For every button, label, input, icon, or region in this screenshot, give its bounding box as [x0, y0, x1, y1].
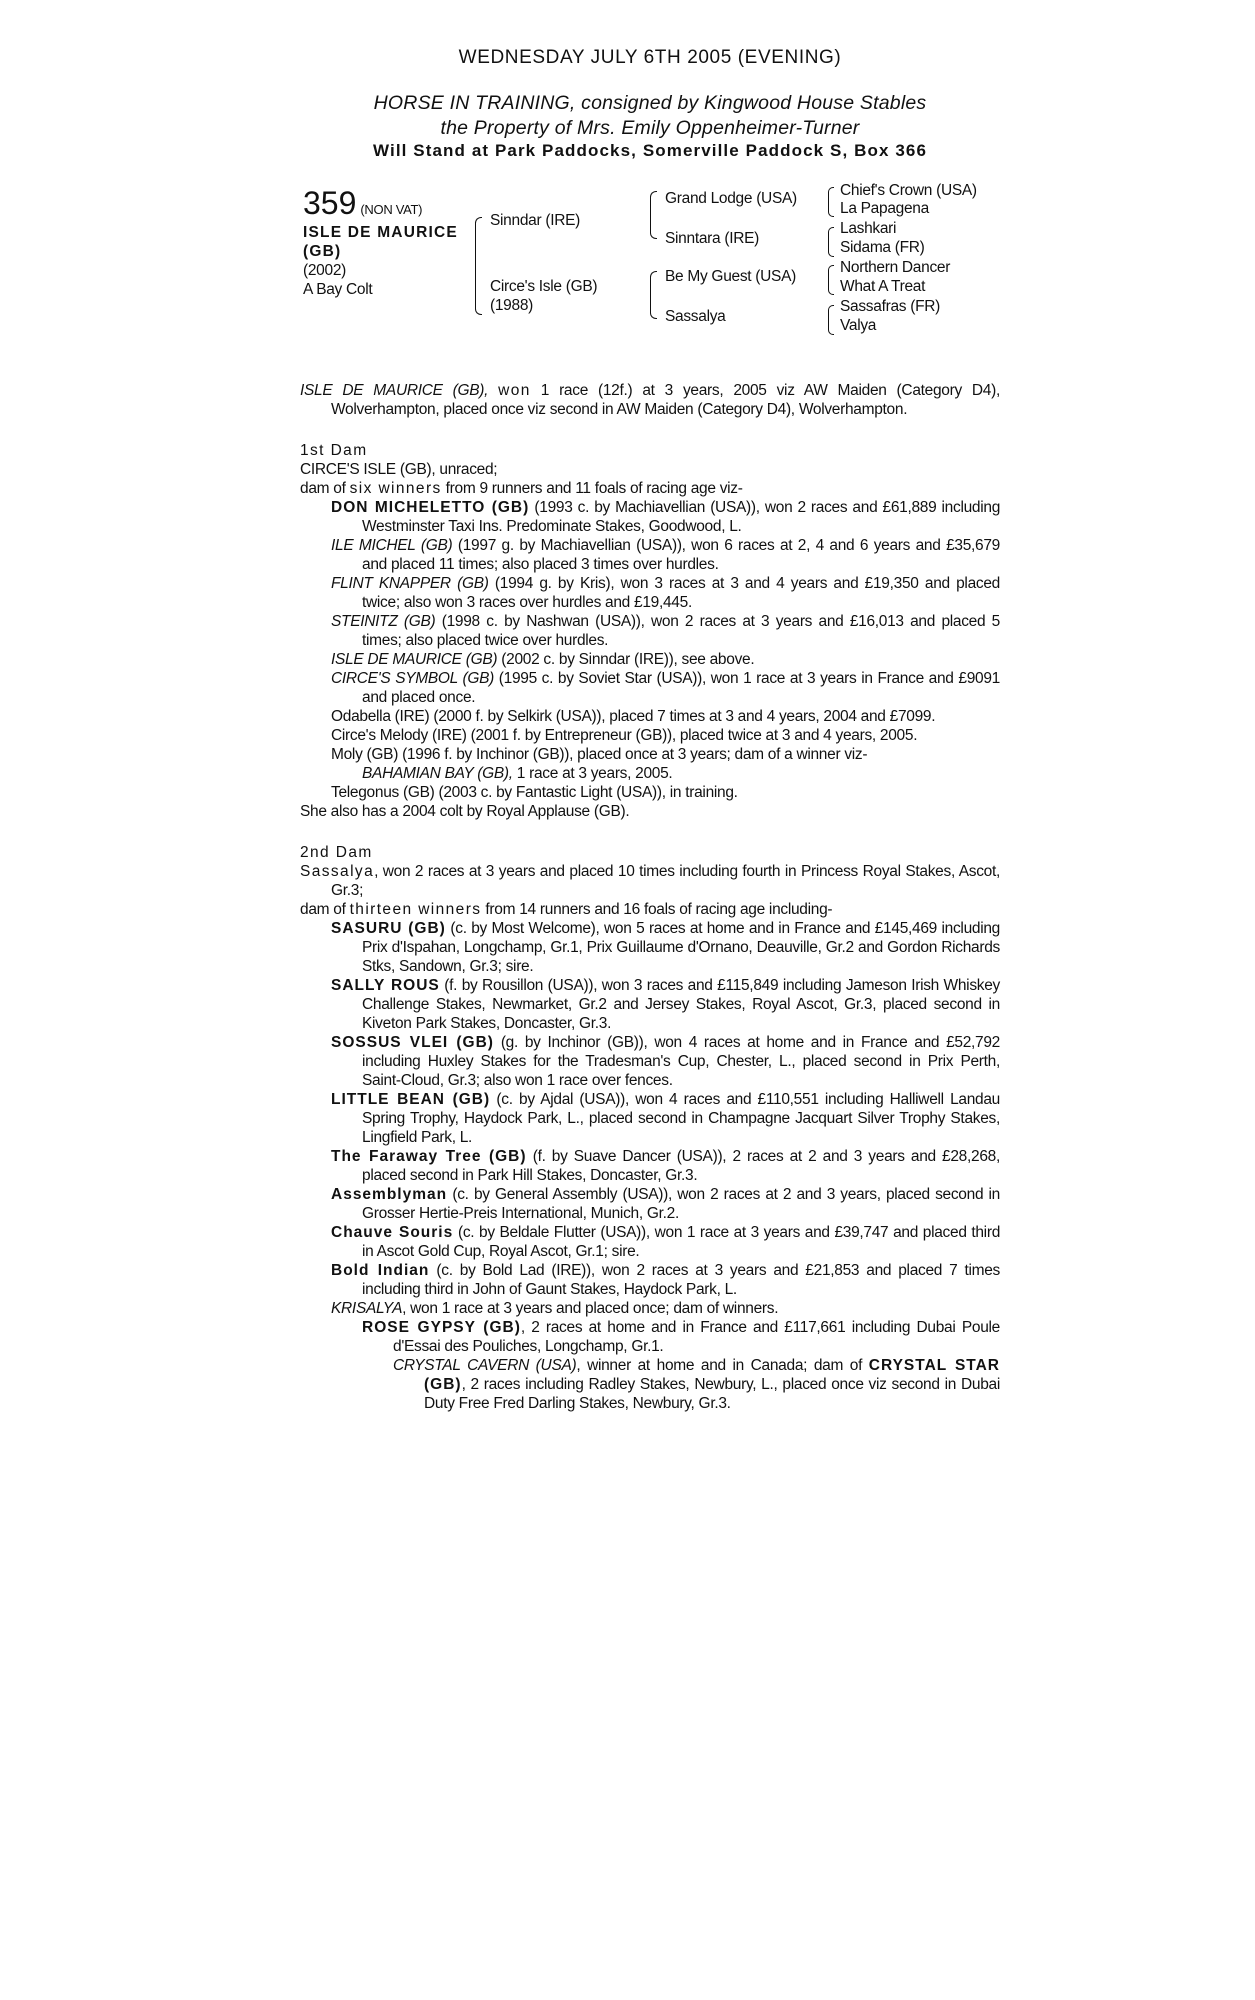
lot-number: 359: [303, 185, 357, 221]
produce-entry: [300, 498, 1000, 536]
krisalya-entry: KRISALYA, won 1 race at 3 years and placed once; dam of winners.: [331, 1300, 779, 1317]
sire-dam: Sinntara (IRE): [665, 230, 759, 247]
great-grandsire-4: Sassafras (FR): [840, 298, 941, 315]
record-horse-name: ISLE DE MAURICE (GB),: [300, 382, 489, 399]
produce-name: ISLE DE MAURICE (GB): [331, 651, 498, 668]
produce-text: (2000 f. by Selkirk (USA)), placed 7 times at 3 and 4 years, 2004 and £7099.: [429, 708, 936, 725]
produce-name: Bold Indian: [331, 1262, 430, 1279]
produce-entry: [300, 1090, 1000, 1147]
produce-entry: [300, 745, 1000, 764]
great-granddam-4: Valya: [840, 317, 877, 334]
produce-text: (f. by Rousillon (USA)), won 3 races and £115,849 including Jameson Irish Whiskey Challenge Stakes, Newmarket, Gr.2 and Jersey Stakes, Royal Ascot, Gr.3, placed second in Kiveton Park Stakes, Doncaster, Gr.3.: [362, 977, 1001, 1032]
produce-name: STEINITZ (GB): [331, 613, 436, 630]
first-dam-produce-list: [300, 498, 1000, 764]
produce-entry: [300, 536, 1000, 574]
pedigree-brace: [475, 217, 482, 315]
second-dam-heading: 2nd Dam: [300, 844, 373, 861]
sire-brace: [650, 191, 657, 239]
produce-entry: [300, 726, 1000, 745]
great-grandsire-3: Northern Dancer: [840, 259, 951, 276]
produce-name: The Faraway Tree (GB): [331, 1148, 527, 1165]
produce-entry: [300, 976, 1000, 1033]
record-text: 1 race (12f.) at 3 years, 2005 viz AW Maiden (Category D4), Wolverhampton, placed once viz second in AW Maiden (Category D4), Wolverhampton.: [331, 382, 1000, 418]
produce-name: Assemblyman: [331, 1186, 448, 1203]
produce-text: (c. by Ajdal (USA)), won 4 races and £110,551 including Halliwell Landau Spring Trophy, Haydock Park, L., placed second in Champagne Jacquart Silver Trophy Stakes, Lingfield Park, L.: [362, 1091, 1000, 1146]
second-dam-produce-list: [300, 919, 1000, 1299]
property-line: the Property of Mrs. Emily Oppenheimer-Turner: [440, 117, 860, 139]
produce-text: (c. by Most Welcome), won 5 races at home and in France and £145,469 including Prix d'Ispahan, Longchamp, Gr.1, Prix Guillaume d'Ornano, Deauville, Gr.2 and Gordon Richards Stks, Sandown, Gr.3; sire.: [362, 920, 1000, 975]
consignment-line: HORSE IN TRAINING, consigned by Kingwood House Stables: [373, 92, 927, 114]
moly-produce: BAHAMIAN BAY (GB), 1 race at 3 years, 2005.: [362, 765, 673, 782]
produce-entry: [300, 1261, 1000, 1299]
foaling-year: (2002): [303, 262, 347, 279]
produce-entry: [300, 707, 1000, 726]
brace-g2: [828, 227, 834, 257]
horse-name: ISLE DE MAURICE: [303, 224, 458, 241]
produce-text: (1995 c. by Soviet Star (USA)), won 1 race at 3 years in France and £9091 and placed once.: [362, 670, 1000, 706]
first-dam-line: CIRCE'S ISLE (GB), unraced;: [300, 461, 498, 478]
winners-count: six winners: [349, 480, 442, 497]
dam-brace: [650, 271, 657, 319]
produce-entry: [300, 1185, 1000, 1223]
brace-g4: [828, 305, 834, 335]
produce-text: (2001 f. by Entrepreneur (GB)), placed twice at 3 and 4 years, 2005.: [466, 727, 918, 744]
sire: Sinndar (IRE): [490, 212, 580, 229]
produce-text: (1993 c. by Machiavellian (USA)), won 2 races and £61,889 including Westminster Taxi Ins. Predominate Stakes, Goodwood, L.: [362, 499, 1001, 535]
produce-entry: [300, 919, 1000, 976]
race-record: [300, 381, 1000, 419]
produce-text: (c. by Bold Lad (IRE)), won 2 races at 3 years and £21,853 and placed 7 times including third in John of Gaunt Stakes, Haydock Park, L.: [362, 1262, 1000, 1298]
horse-country: (GB): [303, 243, 342, 260]
produce-text: (2002 c. by Sinndar (IRE)), see above.: [497, 651, 755, 668]
dam-sire: Be My Guest (USA): [665, 268, 796, 285]
great-grandsire-1: Chief's Crown (USA): [840, 182, 977, 199]
rose-gypsy-entry: ROSE GYPSY (GB), 2 races at home and in France and £117,661 including Dubai Poule d'Essai des Pouliches, Longchamp, Gr.1.: [362, 1319, 1000, 1355]
sale-date: WEDNESDAY JULY 6TH 2005 (EVENING): [458, 47, 842, 68]
great-grandsire-2: Lashkari: [840, 220, 897, 237]
sire-sire: Grand Lodge (USA): [665, 190, 797, 207]
catalogue-page: [300, 48, 1000, 1413]
second-dam-line: Sassalya, won 2 races at 3 years and placed 10 times including fourth in Princess Royal Stakes, Ascot, Gr.3;: [300, 863, 1000, 899]
horse-description: A Bay Colt: [303, 281, 373, 298]
produce-entry: [300, 669, 1000, 707]
dam: Circe's Isle (GB): [490, 278, 598, 295]
produce-text: (c. by General Assembly (USA)), won 2 races at 2 and 3 years, placed second in Grosser Hertie-Preis International, Munich, Gr.2.: [362, 1186, 1000, 1222]
produce-name: DON MICHELETTO (GB): [331, 499, 530, 516]
produce-entry: [300, 1223, 1000, 1261]
produce-text: (1997 g. by Machiavellian (USA)), won 6 races at 2, 4 and 6 years and £35,679 and placed 11 times; also placed 3 times over hurdles.: [362, 537, 1000, 573]
brace-g1: [828, 187, 834, 217]
first-dam-footer: She also has a 2004 colt by Royal Applause (GB).: [300, 803, 630, 820]
pedigree-table: [300, 182, 1000, 355]
crystal-cavern-entry: CRYSTAL CAVERN (USA), winner at home and in Canada; dam of CRYSTAL STAR (GB), 2 races including Radley Stakes, Newbury, L., placed once viz second in Dubai Duty Free Fred Darling Stakes, Newbury, Gr.3.: [393, 1357, 1000, 1412]
second-dam-winners: thirteen winners: [349, 901, 482, 918]
produce-name: Chauve Souris: [331, 1224, 454, 1241]
record-won: won: [498, 382, 531, 399]
first-dam-summary: dam of six winners from 9 runners and 11 foals of racing age viz-: [300, 480, 743, 497]
dam-year: (1988): [490, 297, 534, 314]
produce-entry: [300, 1147, 1000, 1185]
dam-dam: Sassalya: [665, 308, 726, 325]
produce-name: SOSSUS VLEI (GB): [331, 1034, 494, 1051]
produce-text: (1994 g. by Kris), won 3 races at 3 and 4 years and £19,350 and placed twice; also won 3 races over hurdles and £19,445.: [362, 575, 1000, 611]
great-granddam-3: What A Treat: [840, 278, 926, 295]
produce-name: Circe's Melody (IRE): [331, 727, 467, 744]
great-granddam-1: La Papagena: [840, 200, 929, 217]
produce-name: CIRCE'S SYMBOL (GB): [331, 670, 494, 687]
lot-header: [303, 187, 422, 219]
produce-entry: [300, 612, 1000, 650]
produce-name: Odabella (IRE): [331, 708, 430, 725]
produce-name: Moly (GB): [331, 746, 399, 763]
produce-name: FLINT KNAPPER (GB): [331, 575, 489, 592]
produce-text: (1996 f. by Inchinor (GB)), placed once at 3 years; dam of a winner viz-: [398, 746, 868, 763]
produce-name: SALLY ROUS: [331, 977, 440, 994]
produce-text: (g. by Inchinor (GB)), won 4 races at home and in France and £52,792 including Huxley Stakes for the Tradesman's Cup, Chester, L., placed second in Prix Perth, Saint-Cloud, Gr.3; also won 1 race over fences.: [362, 1034, 1000, 1089]
produce-name: ILE MICHEL (GB): [331, 537, 453, 554]
brace-g3: [828, 265, 834, 295]
produce-text: (f. by Suave Dancer (USA)), 2 races at 2 and 3 years and £28,268, placed second in Park Hill Stakes, Doncaster, Gr.3.: [362, 1148, 1000, 1184]
telegonus-entry: Telegonus (GB) (2003 c. by Fantastic Light (USA)), in training.: [331, 784, 738, 801]
second-dam-name: Sassalya: [300, 863, 375, 880]
produce-name: LITTLE BEAN (GB): [331, 1091, 491, 1108]
first-dam-heading: 1st Dam: [300, 442, 368, 459]
vat-status: (NON VAT): [360, 202, 423, 217]
produce-name: SASURU (GB): [331, 920, 446, 937]
stand-location: Will Stand at Park Paddocks, Somerville Paddock S, Box 366: [373, 141, 927, 160]
second-dam-summary: dam of thirteen winners from 14 runners and 16 foals of racing age including-: [300, 901, 833, 918]
produce-text: (c. by Beldale Flutter (USA)), won 1 race at 3 years and £39,747 and placed third in Ascot Gold Cup, Royal Ascot, Gr.1; sire.: [362, 1224, 1001, 1260]
produce-entry: [300, 1033, 1000, 1090]
produce-entry: [300, 574, 1000, 612]
produce-entry: [300, 650, 1000, 669]
great-granddam-2: Sidama (FR): [840, 239, 925, 256]
produce-text: (1998 c. by Nashwan (USA)), won 2 races at 3 years and £16,013 and placed 5 times; also placed twice over hurdles.: [362, 613, 1001, 649]
